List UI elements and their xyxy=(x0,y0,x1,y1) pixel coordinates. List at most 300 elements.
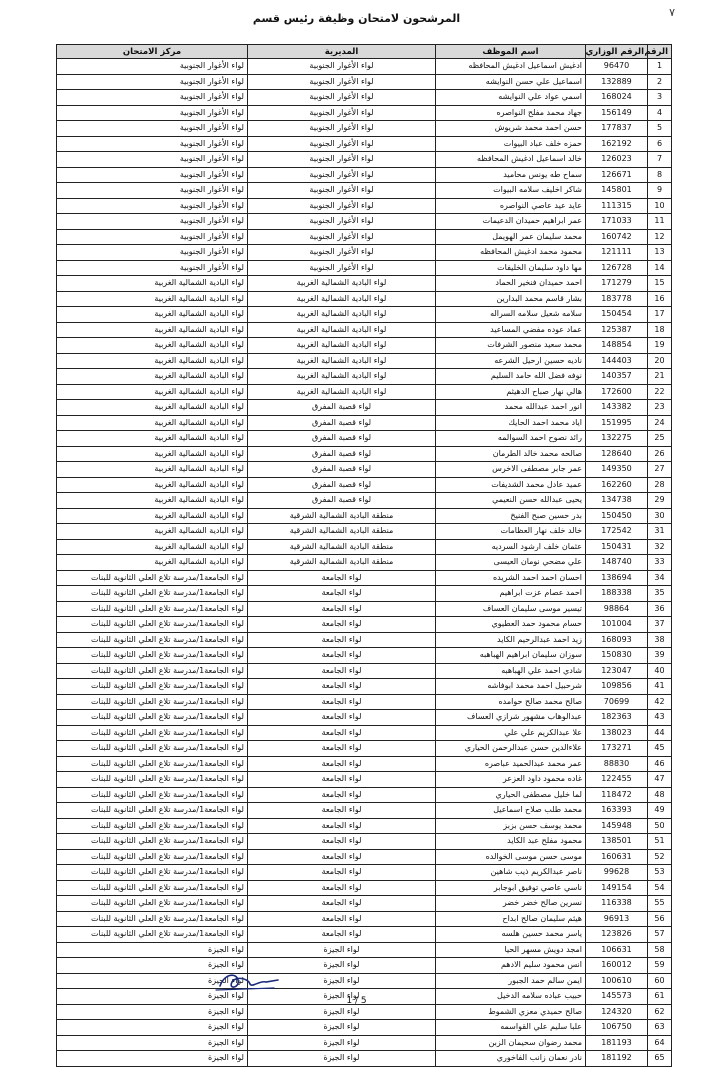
cell-directorate: لواء الأغوار الجنوبية xyxy=(248,167,436,183)
cell-num: 44 xyxy=(648,725,672,741)
cell-name: صالح محمد صالح حوامده xyxy=(436,694,586,710)
cell-name: ايمن سالم حمد الجبور xyxy=(436,973,586,989)
cell-directorate: لواء الجامعة xyxy=(248,896,436,912)
cell-id: 132275 xyxy=(586,431,648,447)
cell-center: لواء البادية الشمالية الغربية xyxy=(57,508,248,524)
cell-name: محمود محمد ادغيش المحافظه xyxy=(436,245,586,261)
table-row xyxy=(57,663,672,679)
table-row xyxy=(57,1020,672,1036)
cell-directorate: لواء الجامعة xyxy=(248,865,436,881)
cell-num: 32 xyxy=(648,539,672,555)
cell-directorate: لواء قصبة المفرق xyxy=(248,477,436,493)
cell-id: 171279 xyxy=(586,276,648,292)
cell-id: 168093 xyxy=(586,632,648,648)
table-row xyxy=(57,849,672,865)
cell-name: احمد عصام عزت ابراهيم xyxy=(436,586,586,602)
cell-num: 25 xyxy=(648,431,672,447)
cell-id: 182363 xyxy=(586,710,648,726)
cell-id: 163393 xyxy=(586,803,648,819)
cell-id: 126728 xyxy=(586,260,648,276)
cell-num: 29 xyxy=(648,493,672,509)
cell-directorate: لواء الأغوار الجنوبية xyxy=(248,214,436,230)
cell-num: 63 xyxy=(648,1020,672,1036)
cell-name: علا عبدالكريم علي علي xyxy=(436,725,586,741)
cell-num: 4 xyxy=(648,105,672,121)
cell-id: 126671 xyxy=(586,167,648,183)
cell-directorate: منطقة البادية الشمالية الشرقية xyxy=(248,524,436,540)
cell-center: لواء الجامعة1/مدرسة تلاع العلي الثانوية للبنات xyxy=(57,911,248,927)
cell-center: لواء الأغوار الجنوبية xyxy=(57,167,248,183)
cell-directorate: لواء الأغوار الجنوبية xyxy=(248,198,436,214)
table-row xyxy=(57,570,672,586)
table-row xyxy=(57,338,672,354)
table-row xyxy=(57,384,672,400)
cell-id: 123047 xyxy=(586,663,648,679)
cell-center: لواء البادية الشمالية الغربية xyxy=(57,307,248,323)
table-row xyxy=(57,586,672,602)
cell-num: 55 xyxy=(648,896,672,912)
table-row xyxy=(57,245,672,261)
cell-directorate: لواء الجيزة xyxy=(248,1020,436,1036)
cell-name: سماح طه يونس محاميد xyxy=(436,167,586,183)
cell-id: 122455 xyxy=(586,772,648,788)
table-row xyxy=(57,198,672,214)
cell-center: لواء الجامعة1/مدرسة تلاع العلي الثانوية للبنات xyxy=(57,648,248,664)
cell-name: يحيى عبدالله حسن النعيمي xyxy=(436,493,586,509)
cell-directorate: لواء الجيزة xyxy=(248,942,436,958)
cell-num: 15 xyxy=(648,276,672,292)
table-row xyxy=(57,307,672,323)
cell-name: حسام محمود حمد العطيوي xyxy=(436,617,586,633)
table-row xyxy=(57,787,672,803)
cell-directorate: لواء الجيزة xyxy=(248,958,436,974)
cell-name: علاءالدين حسن عبدالرحمن الحياري xyxy=(436,741,586,757)
cell-directorate: لواء الجامعة xyxy=(248,663,436,679)
table-row xyxy=(57,601,672,617)
cell-id: 98864 xyxy=(586,601,648,617)
table-row xyxy=(57,431,672,447)
cell-name: بدر حسين صبح الفنيخ xyxy=(436,508,586,524)
cell-center: لواء الجيزة xyxy=(57,989,248,1005)
cell-num: 5 xyxy=(648,121,672,137)
table-row xyxy=(57,911,672,927)
cell-name: عميد عادل محمد الشديفات xyxy=(436,477,586,493)
cell-center: لواء الجامعة1/مدرسة تلاع العلي الثانوية للبنات xyxy=(57,741,248,757)
cell-num: 49 xyxy=(648,803,672,819)
cell-num: 6 xyxy=(648,136,672,152)
cell-id: 150450 xyxy=(586,508,648,524)
cell-num: 19 xyxy=(648,338,672,354)
cell-directorate: لواء الأغوار الجنوبية xyxy=(248,59,436,75)
cell-name: محمد رضوان سحيمان الزبن xyxy=(436,1035,586,1051)
cell-directorate: لواء الجامعة xyxy=(248,617,436,633)
table-row xyxy=(57,555,672,571)
cell-name: نسرين صالح خضر خضر xyxy=(436,896,586,912)
cell-center: لواء البادية الشمالية الغربية xyxy=(57,384,248,400)
cell-directorate: لواء الجامعة xyxy=(248,772,436,788)
cell-directorate: لواء الجامعة xyxy=(248,787,436,803)
table-row xyxy=(57,880,672,896)
cell-directorate: لواء الجامعة xyxy=(248,601,436,617)
cell-id: 106750 xyxy=(586,1020,648,1036)
cell-center: لواء البادية الشمالية الغربية xyxy=(57,524,248,540)
cell-name: علي مضحي نومان العيسى xyxy=(436,555,586,571)
table-row xyxy=(57,865,672,881)
cell-center: لواء الأغوار الجنوبية xyxy=(57,214,248,230)
cell-directorate: لواء البادية الشمالية الغربية xyxy=(248,276,436,292)
cell-num: 11 xyxy=(648,214,672,230)
table-row xyxy=(57,105,672,121)
cell-num: 41 xyxy=(648,679,672,695)
table-row xyxy=(57,353,672,369)
cell-num: 54 xyxy=(648,880,672,896)
cell-id: 101004 xyxy=(586,617,648,633)
cell-directorate: لواء قصبة المفرق xyxy=(248,415,436,431)
table-row xyxy=(57,973,672,989)
cell-name: صالحه محمد خالد الطرمان xyxy=(436,446,586,462)
cell-directorate: لواء الأغوار الجنوبية xyxy=(248,245,436,261)
cell-center: لواء الجامعة1/مدرسة تلاع العلي الثانوية للبنات xyxy=(57,772,248,788)
cell-center: لواء البادية الشمالية الغربية xyxy=(57,493,248,509)
cell-num: 13 xyxy=(648,245,672,261)
cell-center: لواء الجيزة xyxy=(57,958,248,974)
table-row xyxy=(57,539,672,555)
cell-name: شرحبيل احمد محمد ابوفاشه xyxy=(436,679,586,695)
cell-directorate: لواء الجامعة xyxy=(248,648,436,664)
cell-center: لواء الجامعة1/مدرسة تلاع العلي الثانوية للبنات xyxy=(57,601,248,617)
corner-mark: ٧ xyxy=(669,6,675,19)
cell-directorate: لواء قصبة المفرق xyxy=(248,462,436,478)
cell-directorate: لواء الجامعة xyxy=(248,927,436,943)
cell-directorate: لواء البادية الشمالية الغربية xyxy=(248,291,436,307)
cell-center: لواء الجيزة xyxy=(57,1051,248,1067)
cell-directorate: لواء الجامعة xyxy=(248,880,436,896)
cell-name: جهاد محمد مفلح النواصره xyxy=(436,105,586,121)
cell-directorate: لواء قصبة المفرق xyxy=(248,400,436,416)
cell-name: هالي نهار صباح الدهيثم xyxy=(436,384,586,400)
cell-num: 10 xyxy=(648,198,672,214)
table-row xyxy=(57,896,672,912)
cell-id: 138023 xyxy=(586,725,648,741)
cell-name: احمد حميدان فنخير الحماد xyxy=(436,276,586,292)
table-row xyxy=(57,648,672,664)
cell-directorate: لواء الجامعة xyxy=(248,570,436,586)
table-row xyxy=(57,756,672,772)
cell-name: حمزه خلف عباد البيوات xyxy=(436,136,586,152)
table-row xyxy=(57,322,672,338)
cell-id: 116338 xyxy=(586,896,648,912)
cell-id: 162260 xyxy=(586,477,648,493)
table-row xyxy=(57,229,672,245)
cell-id: 70699 xyxy=(586,694,648,710)
cell-center: لواء الجامعة1/مدرسة تلاع العلي الثانوية للبنات xyxy=(57,896,248,912)
cell-directorate: لواء الجامعة xyxy=(248,694,436,710)
cell-name: شادي احمد علي الهباهبه xyxy=(436,663,586,679)
cell-id: 145948 xyxy=(586,818,648,834)
cell-id: 126023 xyxy=(586,152,648,168)
cell-center: لواء الجامعة1/مدرسة تلاع العلي الثانوية للبنات xyxy=(57,880,248,896)
cell-num: 21 xyxy=(648,369,672,385)
cell-center: لواء الأغوار الجنوبية xyxy=(57,121,248,137)
cell-name: احسان احمد احمد الشريده xyxy=(436,570,586,586)
cell-id: 150431 xyxy=(586,539,648,555)
cell-directorate: لواء الجيزة xyxy=(248,1035,436,1051)
candidates-table xyxy=(56,44,672,1067)
cell-name: ناديه حسين ارحيل الشرعه xyxy=(436,353,586,369)
cell-num: 20 xyxy=(648,353,672,369)
cell-directorate: لواء قصبة المفرق xyxy=(248,431,436,447)
cell-directorate: لواء قصبة المفرق xyxy=(248,446,436,462)
cell-id: 100610 xyxy=(586,973,648,989)
cell-id: 134738 xyxy=(586,493,648,509)
cell-name: عمر جابر مصطفى الاخرس xyxy=(436,462,586,478)
cell-center: لواء الأغوار الجنوبية xyxy=(57,183,248,199)
cell-center: لواء الأغوار الجنوبية xyxy=(57,198,248,214)
cell-id: 109856 xyxy=(586,679,648,695)
table-row xyxy=(57,214,672,230)
table-row xyxy=(57,834,672,850)
table-row xyxy=(57,260,672,276)
cell-id: 140357 xyxy=(586,369,648,385)
cell-directorate: لواء الجامعة xyxy=(248,818,436,834)
cell-center: لواء البادية الشمالية الغربية xyxy=(57,555,248,571)
cell-num: 61 xyxy=(648,989,672,1005)
cell-id: 172542 xyxy=(586,524,648,540)
table-row xyxy=(57,524,672,540)
cell-center: لواء الجامعة1/مدرسة تلاع العلي الثانوية للبنات xyxy=(57,849,248,865)
cell-directorate: لواء البادية الشمالية الغربية xyxy=(248,369,436,385)
cell-num: 22 xyxy=(648,384,672,400)
cell-id: 123826 xyxy=(586,927,648,943)
cell-num: 1 xyxy=(648,59,672,75)
cell-name: محمد سليمان عمر الهويمل xyxy=(436,229,586,245)
cell-name: ياسر محمد حسين هلسه xyxy=(436,927,586,943)
cell-name: عمر ابراهيم حميدان الدعيمات xyxy=(436,214,586,230)
page-number: 1 / 5 xyxy=(346,996,367,1006)
cell-center: لواء الجامعة1/مدرسة تلاع العلي الثانوية للبنات xyxy=(57,834,248,850)
cell-num: 42 xyxy=(648,694,672,710)
cell-directorate: لواء البادية الشمالية الغربية xyxy=(248,384,436,400)
table-row xyxy=(57,694,672,710)
table-row xyxy=(57,446,672,462)
cell-id: 172600 xyxy=(586,384,648,400)
cell-center: لواء الأغوار الجنوبية xyxy=(57,245,248,261)
cell-directorate: لواء الجامعة xyxy=(248,756,436,772)
cell-name: عبدالوهاب مشهور شرازي العساف xyxy=(436,710,586,726)
cell-center: لواء الجامعة1/مدرسة تلاع العلي الثانوية للبنات xyxy=(57,927,248,943)
table-row xyxy=(57,493,672,509)
cell-center: لواء الجامعة1/مدرسة تلاع العلي الثانوية للبنات xyxy=(57,756,248,772)
cell-directorate: لواء الأغوار الجنوبية xyxy=(248,152,436,168)
cell-id: 125387 xyxy=(586,322,648,338)
cell-center: لواء الأغوار الجنوبية xyxy=(57,136,248,152)
cell-id: 132889 xyxy=(586,74,648,90)
cell-id: 183778 xyxy=(586,291,648,307)
cell-num: 39 xyxy=(648,648,672,664)
cell-directorate: لواء الأغوار الجنوبية xyxy=(248,90,436,106)
cell-directorate: لواء الجامعة xyxy=(248,834,436,850)
cell-num: 58 xyxy=(648,942,672,958)
cell-directorate: لواء الجامعة xyxy=(248,632,436,648)
table-row xyxy=(57,508,672,524)
cell-name: هيثم سليمان صالح ابداح xyxy=(436,911,586,927)
cell-center: لواء الجامعة1/مدرسة تلاع العلي الثانوية للبنات xyxy=(57,865,248,881)
cell-num: 31 xyxy=(648,524,672,540)
cell-num: 56 xyxy=(648,911,672,927)
cell-id: 188338 xyxy=(586,586,648,602)
table-row xyxy=(57,710,672,726)
cell-id: 181192 xyxy=(586,1051,648,1067)
cell-directorate: لواء الأغوار الجنوبية xyxy=(248,105,436,121)
cell-id: 148854 xyxy=(586,338,648,354)
cell-name: سلامه شعيل سلامه السراله xyxy=(436,307,586,323)
cell-id: 99628 xyxy=(586,865,648,881)
cell-id: 96913 xyxy=(586,911,648,927)
cell-num: 65 xyxy=(648,1051,672,1067)
cell-name: شاكر اخليف سلامه البيوات xyxy=(436,183,586,199)
table-row xyxy=(57,1051,672,1067)
cell-directorate: لواء الأغوار الجنوبية xyxy=(248,136,436,152)
cell-name: رائد نصوح احمد السوالمه xyxy=(436,431,586,447)
cell-num: 64 xyxy=(648,1035,672,1051)
table-row xyxy=(57,136,672,152)
cell-center: لواء الجامعة1/مدرسة تلاع العلي الثانوية للبنات xyxy=(57,586,248,602)
cell-center: لواء الجيزة xyxy=(57,973,248,989)
cell-name: محمد سعيد منصور الشرفات xyxy=(436,338,586,354)
cell-num: 47 xyxy=(648,772,672,788)
cell-id: 150454 xyxy=(586,307,648,323)
cell-directorate: لواء الجامعة xyxy=(248,741,436,757)
cell-directorate: لواء الجامعة xyxy=(248,679,436,695)
cell-num: 12 xyxy=(648,229,672,245)
cell-id: 171033 xyxy=(586,214,648,230)
cell-name: ناصر عبدالكريم ذيب شاهين xyxy=(436,865,586,881)
cell-num: 33 xyxy=(648,555,672,571)
cell-num: 45 xyxy=(648,741,672,757)
cell-name: ناسي عاصي توفيق ابوجابر xyxy=(436,880,586,896)
cell-num: 24 xyxy=(648,415,672,431)
table-row xyxy=(57,121,672,137)
cell-name: عثمان خلف ارشود السرديه xyxy=(436,539,586,555)
cell-id: 128640 xyxy=(586,446,648,462)
cell-id: 111315 xyxy=(586,198,648,214)
cell-center: لواء الجامعة1/مدرسة تلاع العلي الثانوية للبنات xyxy=(57,617,248,633)
cell-directorate: منطقة البادية الشمالية الشرقية xyxy=(248,508,436,524)
cell-name: سوزان سليمان ابراهيم الهباهبه xyxy=(436,648,586,664)
cell-center: لواء البادية الشمالية الغربية xyxy=(57,431,248,447)
cell-id: 151995 xyxy=(586,415,648,431)
cell-name: انس محمود سليم الادهم xyxy=(436,958,586,974)
cell-center: لواء الأغوار الجنوبية xyxy=(57,90,248,106)
header-id: الرقم الوزاري xyxy=(586,45,648,59)
cell-directorate: لواء الأغوار الجنوبية xyxy=(248,121,436,137)
cell-id: 148740 xyxy=(586,555,648,571)
cell-directorate: لواء قصبة المفرق xyxy=(248,493,436,509)
cell-num: 36 xyxy=(648,601,672,617)
cell-id: 160631 xyxy=(586,849,648,865)
cell-center: لواء الأغوار الجنوبية xyxy=(57,74,248,90)
cell-directorate: منطقة البادية الشمالية الشرقية xyxy=(248,539,436,555)
cell-center: لواء البادية الشمالية الغربية xyxy=(57,276,248,292)
table-row xyxy=(57,291,672,307)
cell-directorate: لواء الجامعة xyxy=(248,803,436,819)
cell-id: 96470 xyxy=(586,59,648,75)
cell-center: لواء البادية الشمالية الغربية xyxy=(57,291,248,307)
table-row xyxy=(57,477,672,493)
cell-name: اياد محمد احمد الحايك xyxy=(436,415,586,431)
cell-name: عمر محمد عبدالحميد عباصره xyxy=(436,756,586,772)
table-row xyxy=(57,632,672,648)
cell-num: 3 xyxy=(648,90,672,106)
cell-name: علبا سليم علي القواسمه xyxy=(436,1020,586,1036)
cell-num: 35 xyxy=(648,586,672,602)
cell-num: 23 xyxy=(648,400,672,416)
table-row xyxy=(57,90,672,106)
cell-id: 138501 xyxy=(586,834,648,850)
cell-name: نوفه فضل الله حامد السليم xyxy=(436,369,586,385)
cell-id: 118472 xyxy=(586,787,648,803)
cell-name: غاده محمود داود العزعر xyxy=(436,772,586,788)
cell-directorate: منطقة البادية الشمالية الشرقية xyxy=(248,555,436,571)
cell-num: 8 xyxy=(648,167,672,183)
cell-name: محمد طلب صلاح اسماعيل xyxy=(436,803,586,819)
header-center: مركز الامتحان xyxy=(57,45,248,59)
cell-num: 16 xyxy=(648,291,672,307)
table-row xyxy=(57,741,672,757)
cell-center: لواء الجامعة1/مدرسة تلاع العلي الثانوية للبنات xyxy=(57,570,248,586)
table-row xyxy=(57,400,672,416)
table-row xyxy=(57,167,672,183)
cell-center: لواء الأغوار الجنوبية xyxy=(57,152,248,168)
table-row xyxy=(57,818,672,834)
table-row xyxy=(57,415,672,431)
cell-id: 156149 xyxy=(586,105,648,121)
table-row xyxy=(57,772,672,788)
cell-num: 52 xyxy=(648,849,672,865)
cell-num: 59 xyxy=(648,958,672,974)
cell-directorate: لواء الجامعة xyxy=(248,710,436,726)
cell-center: لواء الجيزة xyxy=(57,942,248,958)
cell-id: 173271 xyxy=(586,741,648,757)
cell-num: 27 xyxy=(648,462,672,478)
table-row xyxy=(57,276,672,292)
header-num: الرقم xyxy=(648,45,672,59)
cell-directorate: لواء البادية الشمالية الغربية xyxy=(248,338,436,354)
table-row xyxy=(57,1004,672,1020)
cell-id: 162192 xyxy=(586,136,648,152)
cell-name: خالد خلف نهار العظامات xyxy=(436,524,586,540)
table-header-row xyxy=(57,45,672,59)
cell-num: 7 xyxy=(648,152,672,168)
cell-directorate: لواء الجامعة xyxy=(248,911,436,927)
cell-name: محمود مفلح عبد الكايد xyxy=(436,834,586,850)
cell-center: لواء الجيزة xyxy=(57,1035,248,1051)
cell-center: لواء البادية الشمالية الغربية xyxy=(57,415,248,431)
cell-directorate: لواء الأغوار الجنوبية xyxy=(248,229,436,245)
cell-id: 149350 xyxy=(586,462,648,478)
cell-center: لواء البادية الشمالية الغربية xyxy=(57,400,248,416)
cell-name: موسى حسن موسى الخوالده xyxy=(436,849,586,865)
cell-name: صالح حميدي معزي الشموط xyxy=(436,1004,586,1020)
table-row xyxy=(57,462,672,478)
cell-num: 50 xyxy=(648,818,672,834)
cell-center: لواء الجامعة1/مدرسة تلاع العلي الثانوية للبنات xyxy=(57,710,248,726)
cell-center: لواء البادية الشمالية الغربية xyxy=(57,477,248,493)
cell-directorate: لواء الجامعة xyxy=(248,849,436,865)
cell-name: عايد عيد عاصي النواصره xyxy=(436,198,586,214)
cell-name: عماد عوده مفضي المساعيد xyxy=(436,322,586,338)
cell-center: لواء الأغوار الجنوبية xyxy=(57,260,248,276)
